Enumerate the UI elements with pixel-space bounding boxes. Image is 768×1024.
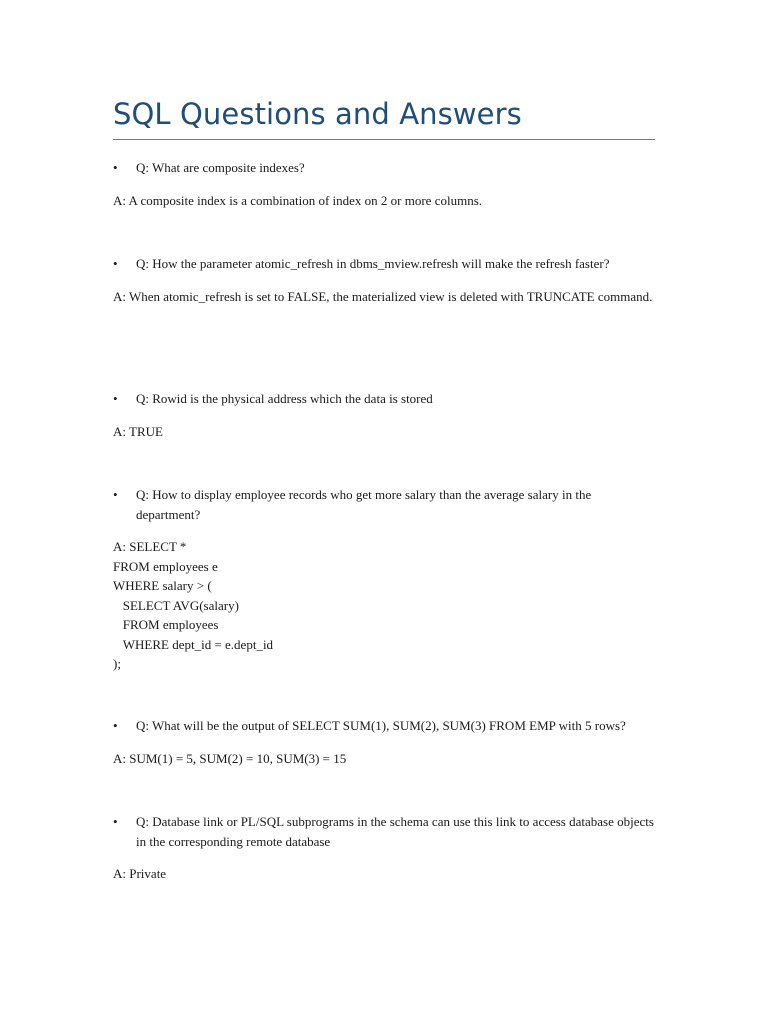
question-3 bbox=[113, 389, 658, 409]
question-5 bbox=[113, 716, 658, 736]
bullet-icon: • bbox=[113, 160, 118, 175]
question-2 bbox=[113, 254, 658, 274]
bullet-icon: • bbox=[113, 391, 118, 406]
bullet-icon: • bbox=[113, 487, 118, 502]
bullet-icon: • bbox=[113, 718, 118, 733]
answer-4: A: SELECT * FROM employees e WHERE salary > ( SELECT AVG(salary) FROM employees WHERE dept_id = e.dept_id ); bbox=[113, 539, 274, 671]
question-6 bbox=[113, 812, 658, 851]
question-text: Q: Rowid is the physical address which the data is stored bbox=[136, 391, 433, 406]
qa-item-2 bbox=[113, 254, 658, 306]
question-1 bbox=[113, 158, 658, 178]
title-underline bbox=[113, 139, 655, 140]
answer-6: A: Private bbox=[113, 866, 167, 881]
page-title: SQL Questions and Answers bbox=[113, 97, 522, 131]
qa-item-4 bbox=[113, 485, 658, 674]
answer-5: A: SUM(1) = 5, SUM(2) = 10, SUM(3) = 15 bbox=[113, 750, 347, 766]
answer-2: A: When atomic_refresh is set to FALSE, the materialized view is deleted with TRUNCATE command. bbox=[113, 288, 653, 304]
question-4 bbox=[113, 485, 658, 524]
question-text: Q: What are composite indexes? bbox=[136, 160, 305, 175]
answer-1: A: A composite index is a combination of index on 2 or more columns. bbox=[113, 192, 483, 208]
question-text: Q: How the parameter atomic_refresh in dbms_mview.refresh will make the refresh faster? bbox=[136, 256, 610, 271]
bullet-icon: • bbox=[113, 814, 118, 829]
qa-item-3 bbox=[113, 389, 658, 441]
question-text: Q: What will be the output of SELECT SUM(1), SUM(2), SUM(3) FROM EMP with 5 rows? bbox=[136, 718, 626, 733]
qa-item-5 bbox=[113, 716, 658, 768]
qa-item-6 bbox=[113, 812, 658, 884]
question-text: Q: How to display employee records who get more salary than the average salary in the department? bbox=[136, 487, 592, 522]
qa-item-1 bbox=[113, 158, 658, 210]
question-text: Q: Database link or PL/SQL subprograms in the schema can use this link to access database objects in the corresponding remote database bbox=[136, 814, 654, 849]
bullet-icon: • bbox=[113, 256, 118, 271]
answer-3: A: TRUE bbox=[113, 423, 163, 439]
